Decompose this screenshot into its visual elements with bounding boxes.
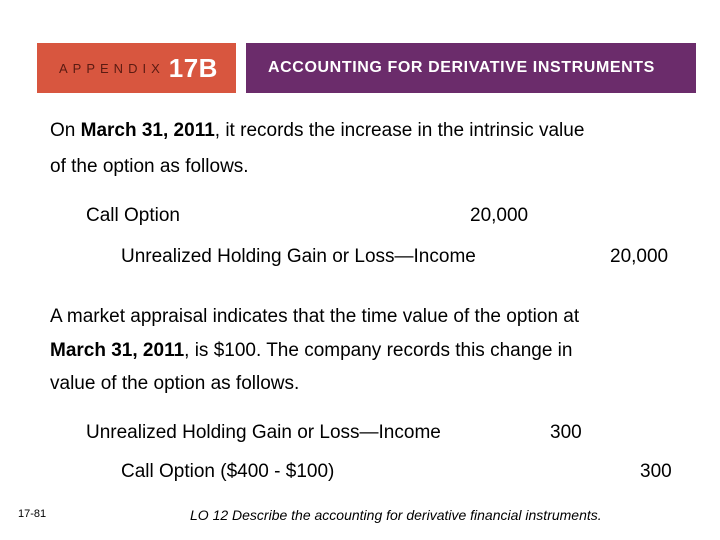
appendix-number: 17B: [168, 52, 218, 83]
title-banner: [246, 43, 696, 93]
entry2-debit-account: Unrealized Holding Gain or Loss—Income: [86, 422, 441, 443]
entry1-debit-account: Call Option: [86, 205, 180, 226]
entry2-debit-amount: 300: [550, 422, 582, 443]
entry1-debit-amount: 20,000: [470, 205, 529, 226]
entry2-credit-account: Call Option ($400 - $100): [121, 461, 335, 482]
paragraph1-line2: of the option as follows.: [50, 156, 249, 177]
page-title: ACCOUNTING FOR DERIVATIVE INSTRUMENTS: [268, 59, 655, 76]
paragraph2-line1: A market appraisal indicates that the time value of the option at: [50, 306, 580, 327]
entry1-credit-account: Unrealized Holding Gain or Loss—Income: [121, 246, 476, 267]
entry1-credit-amount: 20,000: [610, 246, 669, 267]
entry2-credit-amount: 300: [640, 461, 672, 482]
paragraph2-line3: value of the option as follows.: [50, 373, 300, 394]
slide-number: 17-81: [18, 508, 47, 520]
appendix-banner: [37, 43, 236, 93]
appendix-label: APPENDIX: [59, 60, 165, 76]
paragraph2-date: March 31, 2011: [50, 340, 185, 361]
paragraph2-line2-post: , is $100. The company records this change in: [184, 340, 573, 361]
paragraph1-line1: [50, 120, 584, 142]
paragraph1-line1-pre: On: [50, 120, 81, 141]
paragraph2-line2: [50, 340, 572, 362]
learning-objective: LO 12 Describe the accounting for derivative financial instruments.: [190, 507, 602, 523]
paragraph1-date: March 31, 2011: [80, 120, 215, 141]
paragraph1-line1-post: , it records the increase in the intrinsic value: [214, 120, 585, 141]
